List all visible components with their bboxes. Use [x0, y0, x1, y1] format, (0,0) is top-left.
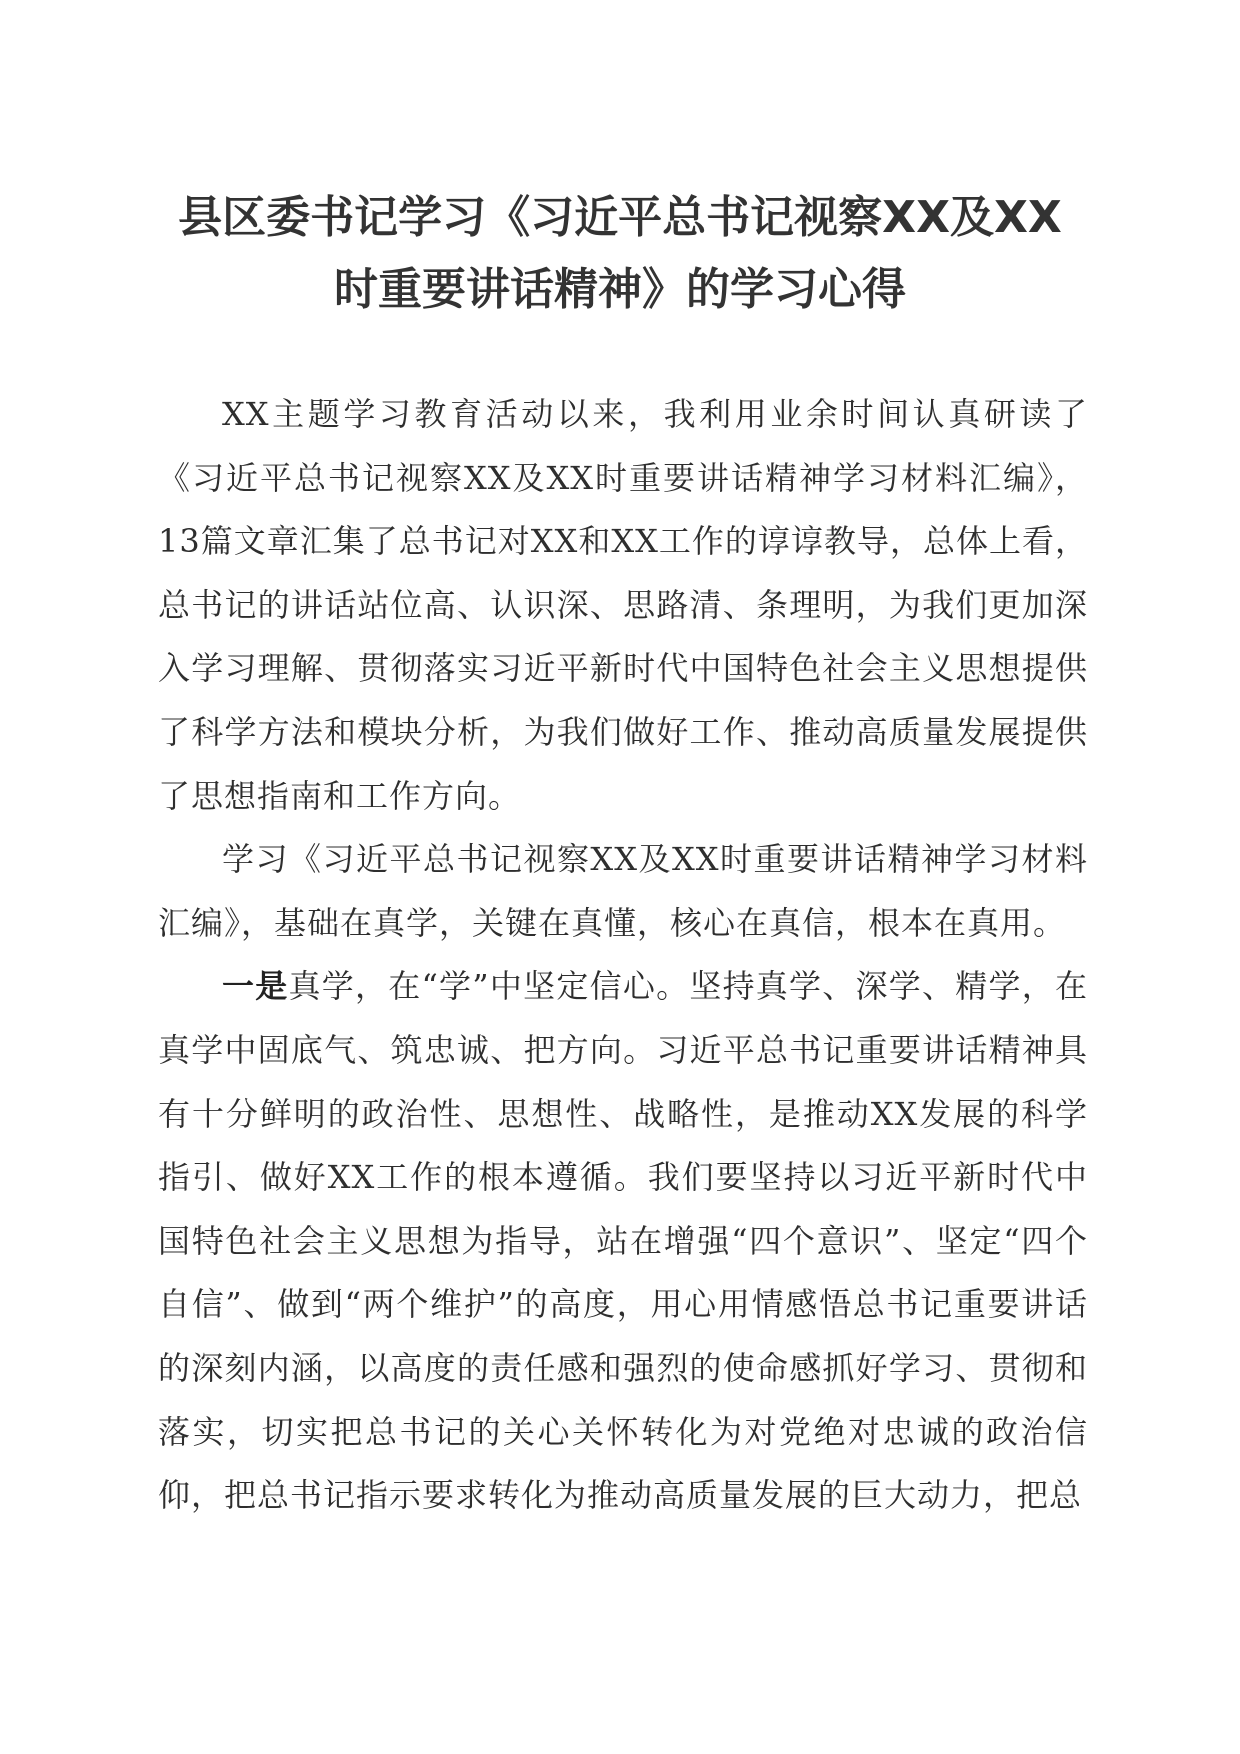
title-line-2: 时重要讲话精神》的学习心得	[334, 264, 906, 315]
document-body	[158, 383, 1088, 1528]
paragraph-point-one	[158, 955, 1088, 1527]
paragraph-text: 真学，在“学”中坚定信心。坚持真学、深学、精学，在真学中固底气、筑忠诚、把方向。习近平总书记重要讲话精神具有十分鲜明的政治性、思想性、战略性，是推动XX发展的科学指引、做好XX工作的根本遵循。我们要坚持以习近平新时代中国特色社会主义思想为指导，站在增强“四个意识”、坚定“四个自信”、做到“两个维护”的高度，用心用情感悟总书记重要讲话的深刻内涵，以高度的责任感和强烈的使命感抓好学习、贯彻和落实，切实把总书记的关心关怀转化为对党绝对忠诚的政治信仰，把总书记指示要求转化为推动高质量发展的巨大动力，把总	[158, 967, 1088, 1515]
paragraph-lead: 一是	[222, 967, 289, 1006]
paragraph-intro	[158, 383, 1088, 828]
paragraph-text: 学习《习近平总书记视察XX及XX时重要讲话精神学习材料汇编》，基础在真学，关键在真懂，核心在真信，根本在真用。	[158, 840, 1088, 942]
paragraph-summary	[158, 828, 1088, 955]
title-line-1: 县区委书记学习《习近平总书记视察XX及XX	[178, 192, 1062, 243]
document-title	[120, 182, 1120, 326]
paragraph-text: XX主题学习教育活动以来，我利用业余时间认真研读了《习近平总书记视察XX及XX时重要讲话精神学习材料汇编》，13篇文章汇集了总书记对XX和XX工作的谆谆教导，总体上看，总书记的讲话站位高、认识深、思路清、条理明，为我们更加深入学习理解、贯彻落实习近平新时代中国特色社会主义思想提供了科学方法和模块分析，为我们做好工作、推动高质量发展提供了思想指南和工作方向。	[158, 395, 1088, 815]
